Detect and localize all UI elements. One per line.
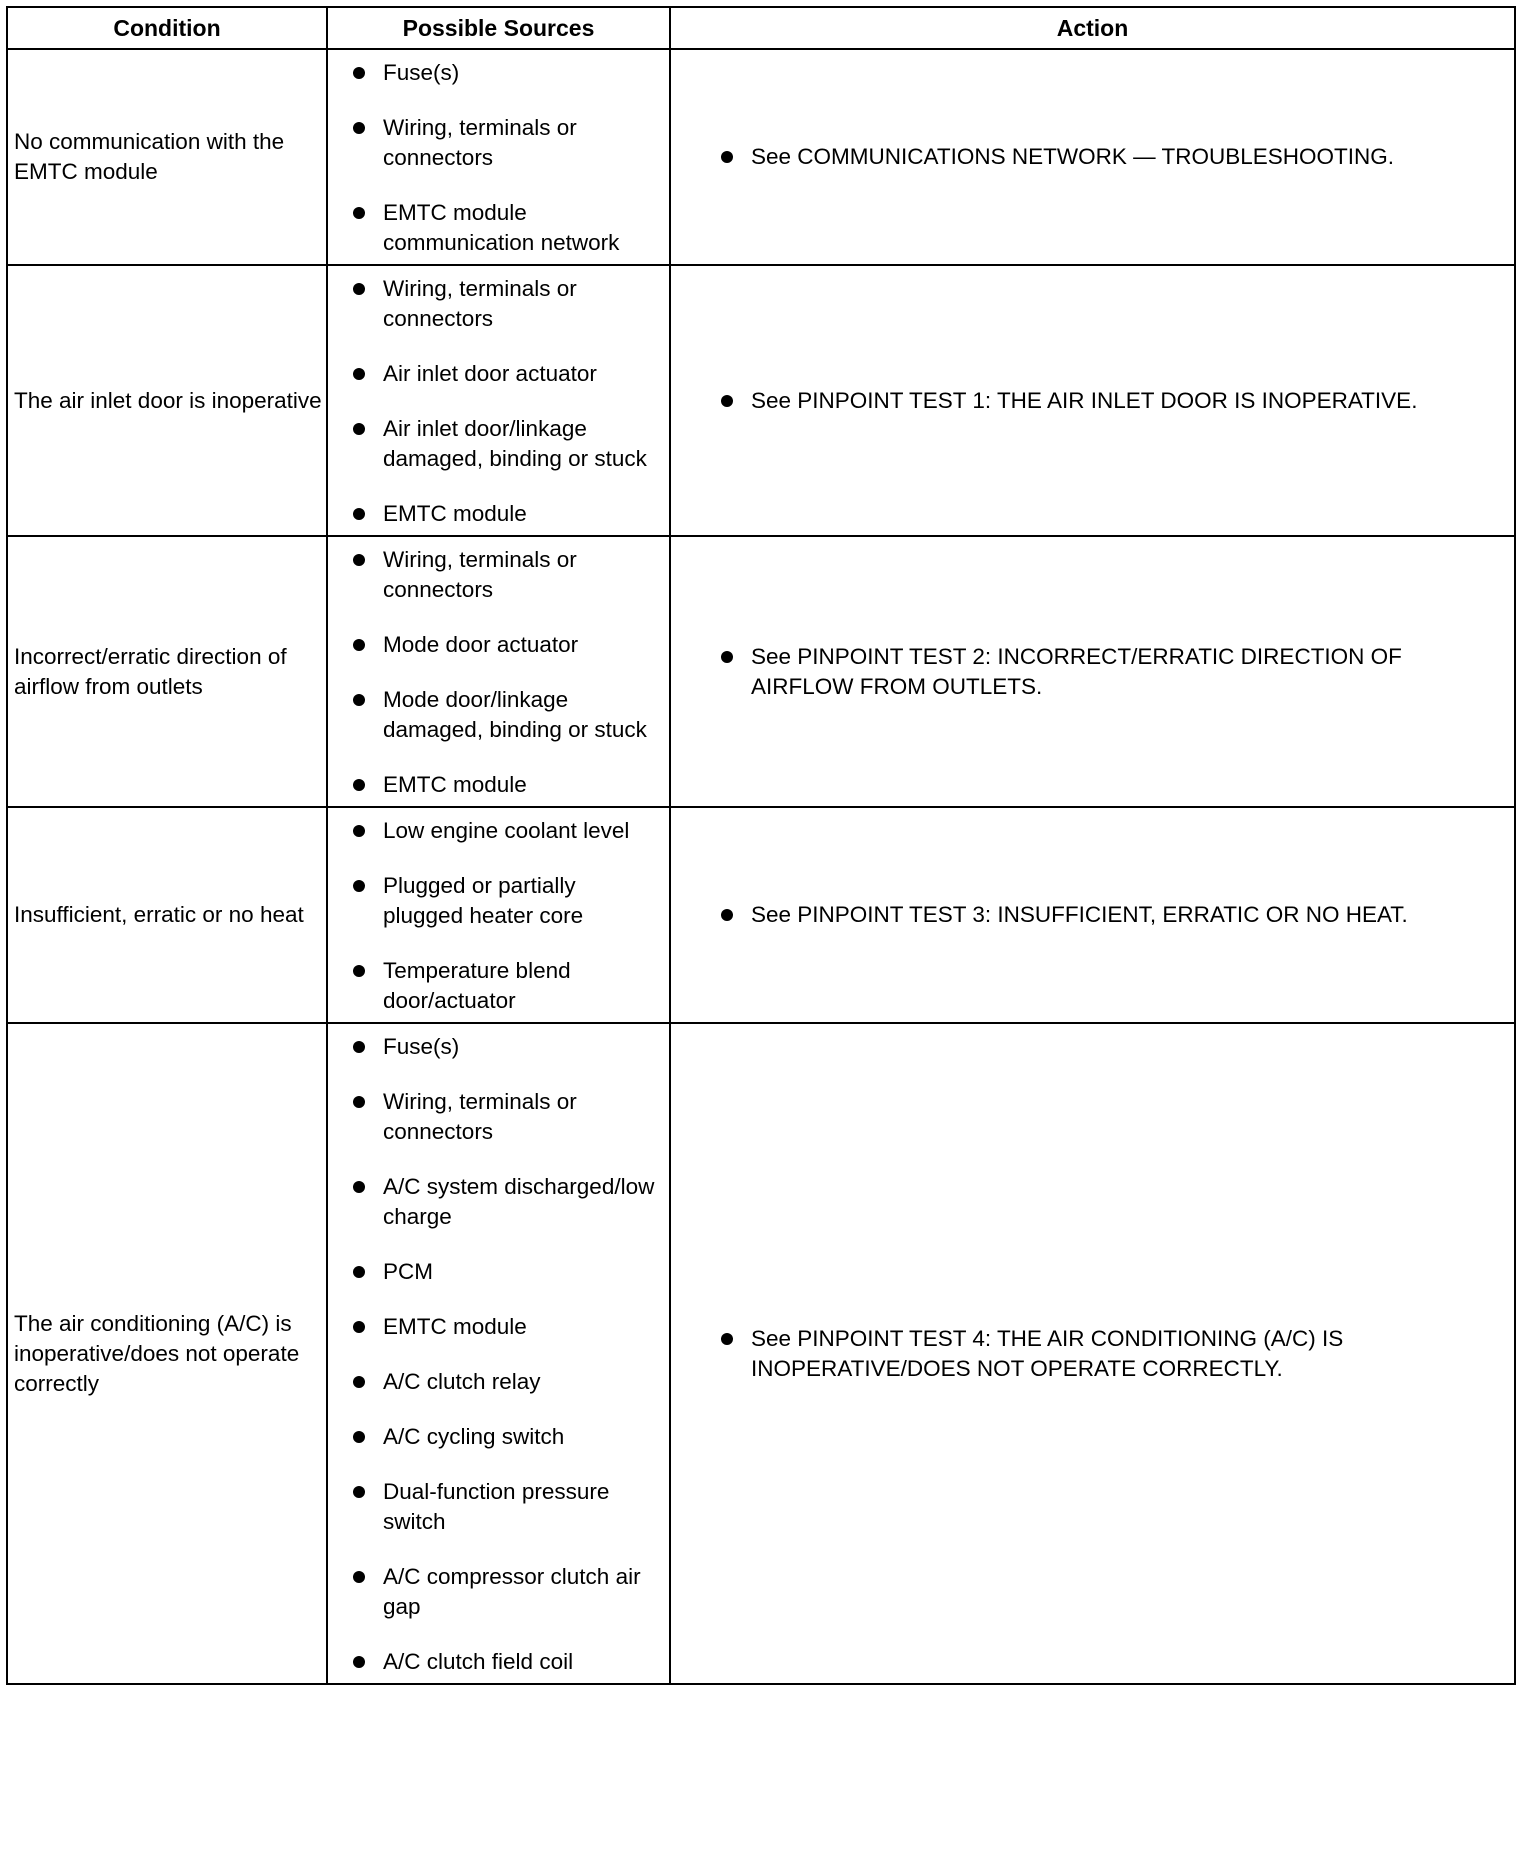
condition-cell: No communication with the EMTC module xyxy=(7,49,327,265)
action-item: See PINPOINT TEST 4: THE AIR CONDITIONING (A/C) IS INOPERATIVE/DOES NOT OPERATE CORRECTLY. xyxy=(751,1324,1492,1384)
sources-list xyxy=(328,537,669,806)
source-item: EMTC module xyxy=(383,1312,661,1342)
source-item: EMTC module xyxy=(383,499,661,529)
possible-sources-cell xyxy=(327,49,670,265)
possible-sources-cell xyxy=(327,536,670,807)
source-item: Fuse(s) xyxy=(383,58,661,88)
source-item: Dual-function pressure switch xyxy=(383,1477,661,1537)
source-item: PCM xyxy=(383,1257,661,1287)
condition-cell: The air conditioning (A/C) is inoperative/does not operate correctly xyxy=(7,1023,327,1684)
header-action: Action xyxy=(670,7,1515,49)
sources-list xyxy=(328,266,669,535)
header-condition: Condition xyxy=(7,7,327,49)
source-item: Air inlet door/linkage damaged, binding or stuck xyxy=(383,414,661,474)
source-item: Wiring, terminals or connectors xyxy=(383,545,661,605)
action-cell xyxy=(670,265,1515,536)
sources-list xyxy=(328,1024,669,1683)
possible-sources-cell xyxy=(327,807,670,1023)
source-item: Plugged or partially plugged heater core xyxy=(383,871,661,931)
possible-sources-cell xyxy=(327,1023,670,1684)
action-cell xyxy=(670,1023,1515,1684)
possible-sources-cell xyxy=(327,265,670,536)
condition-cell: Incorrect/erratic direction of airflow from outlets xyxy=(7,536,327,807)
diagnosis-table xyxy=(6,6,1516,1685)
source-item: A/C cycling switch xyxy=(383,1422,661,1452)
condition-cell: The air inlet door is inoperative xyxy=(7,265,327,536)
action-cell xyxy=(670,807,1515,1023)
action-item: See PINPOINT TEST 2: INCORRECT/ERRATIC DIRECTION OF AIRFLOW FROM OUTLETS. xyxy=(751,642,1492,702)
table-row xyxy=(7,49,1515,265)
source-item: A/C clutch relay xyxy=(383,1367,661,1397)
action-item: See PINPOINT TEST 3: INSUFFICIENT, ERRATIC OR NO HEAT. xyxy=(751,900,1492,930)
table-row xyxy=(7,536,1515,807)
source-item: A/C compressor clutch air gap xyxy=(383,1562,661,1622)
source-item: EMTC module communication network xyxy=(383,198,661,258)
source-item: Wiring, terminals or connectors xyxy=(383,1087,661,1147)
action-cell xyxy=(670,49,1515,265)
source-item: Temperature blend door/actuator xyxy=(383,956,661,1016)
source-item: A/C clutch field coil xyxy=(383,1647,661,1677)
header-possible-sources: Possible Sources xyxy=(327,7,670,49)
header-row xyxy=(7,7,1515,49)
source-item: Air inlet door actuator xyxy=(383,359,661,389)
source-item: EMTC module xyxy=(383,770,661,800)
action-item: See PINPOINT TEST 1: THE AIR INLET DOOR IS INOPERATIVE. xyxy=(751,386,1492,416)
source-item: A/C system discharged/low charge xyxy=(383,1172,661,1232)
action-cell xyxy=(670,536,1515,807)
source-item: Low engine coolant level xyxy=(383,816,661,846)
table-body xyxy=(7,49,1515,1684)
table-row xyxy=(7,807,1515,1023)
condition-cell: Insufficient, erratic or no heat xyxy=(7,807,327,1023)
source-item: Wiring, terminals or connectors xyxy=(383,113,661,173)
source-item: Mode door actuator xyxy=(383,630,661,660)
source-item: Fuse(s) xyxy=(383,1032,661,1062)
action-item: See COMMUNICATIONS NETWORK — TROUBLESHOOTING. xyxy=(751,142,1492,172)
table-row xyxy=(7,1023,1515,1684)
sources-list xyxy=(328,808,669,1022)
table-row xyxy=(7,265,1515,536)
sources-list xyxy=(328,50,669,264)
source-item: Mode door/linkage damaged, binding or stuck xyxy=(383,685,661,745)
source-item: Wiring, terminals or connectors xyxy=(383,274,661,334)
